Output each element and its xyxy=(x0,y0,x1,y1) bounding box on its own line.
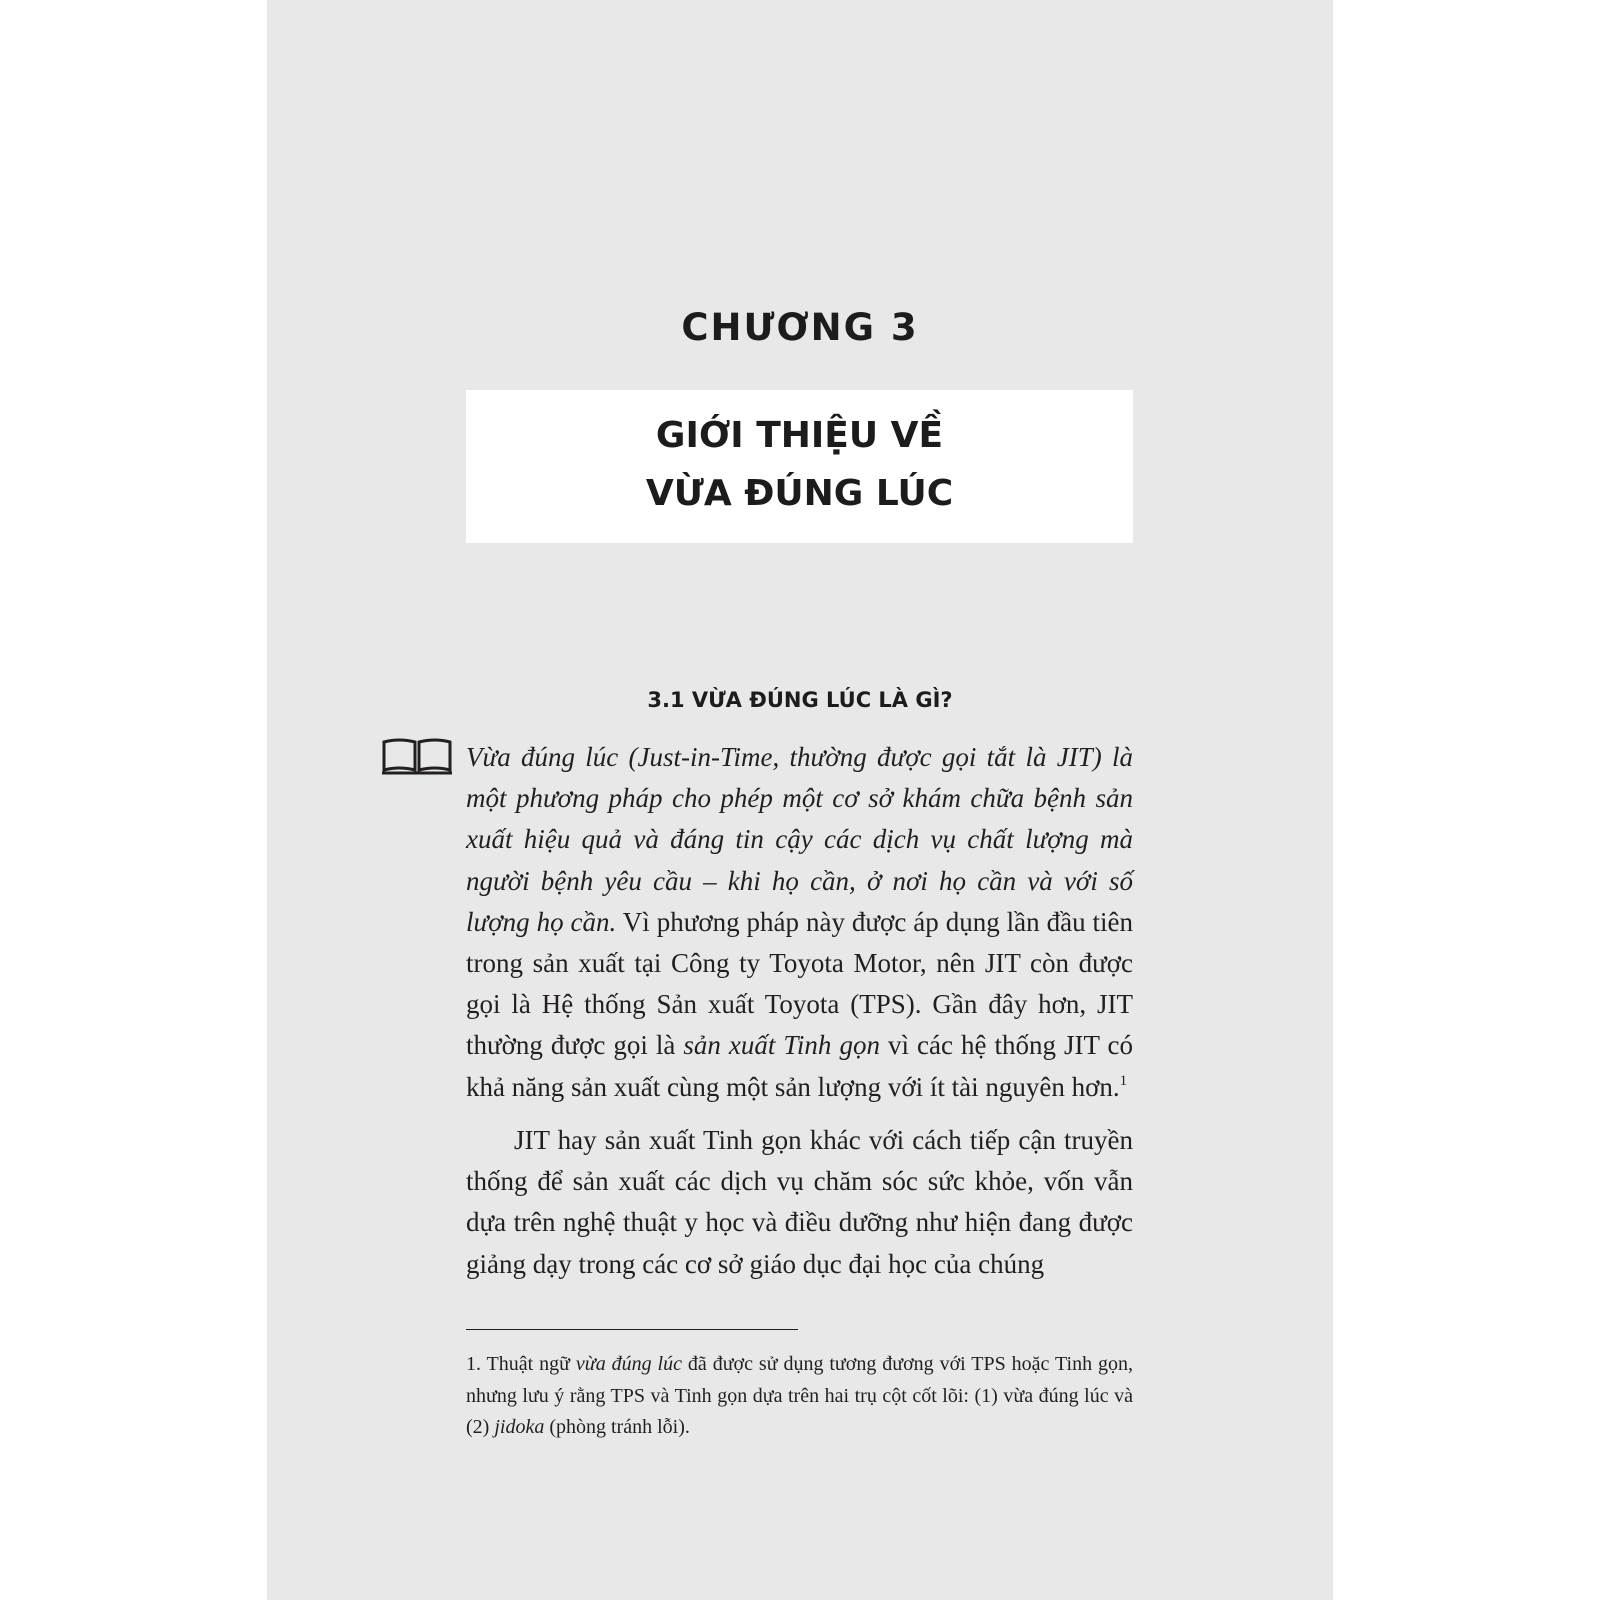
paragraph-definition xyxy=(466,737,1133,1108)
footnote-divider xyxy=(466,1329,798,1330)
open-book-icon xyxy=(381,737,453,775)
footnote-text: đã được sử dụng tương đương với TPS hoặc Tinh gọn, nhưng lưu ý rằng TPS và Tinh gọn dựa trên hai trụ cột cốt lõi: (1) vừa đúng lúc và (2) xyxy=(466,1353,1133,1438)
footnote-text: (phòng tránh lỗi). xyxy=(544,1416,690,1438)
chapter-title-box xyxy=(466,390,1133,543)
term-lean-production: sản xuất Tinh gọn xyxy=(683,1030,880,1061)
section-heading: 3.1 VỪA ĐÚNG LÚC LÀ GÌ? xyxy=(647,688,953,712)
chapter-title-line-1: GIỚI THIỆU VỀ xyxy=(655,415,944,456)
footnote-term: vừa đúng lúc xyxy=(575,1353,682,1375)
chapter-title-line-2: VỪA ĐÚNG LÚC xyxy=(645,473,954,514)
chapter-label: CHƯƠNG 3 xyxy=(681,306,919,349)
footnote-text: Thuật ngữ xyxy=(481,1353,576,1375)
footnote-ref: 1 xyxy=(1119,1072,1128,1089)
footnote-term: jidoka xyxy=(494,1416,545,1438)
definition-italic: Vừa đúng lúc (Just-in-Time, thường được gọi tắt là JIT) là một phương pháp cho phép một cơ sở khám chữa bệnh sản xuất hiệu quả và đáng tin cậy các dịch vụ chất lượng mà người bệnh yêu cầu – khi họ cần, ở nơi họ cần và với số lượng họ cần. xyxy=(466,742,1133,937)
paragraph-text: vì các hệ thống JIT có khả năng sản xuất cùng một sản lượng với ít tài nguyên hơn. xyxy=(466,1030,1133,1102)
paragraph-2: JIT hay sản xuất Tinh gọn khác với cách tiếp cận truyền thống để sản xuất các dịch vụ chăm sóc sức khỏe, vốn vẫn dựa trên nghệ thuật y học và điều dưỡng như hiện đang được giảng dạy trong các cơ sở giáo dục đại học của chúng xyxy=(466,1125,1133,1279)
footnote-number: 1. xyxy=(466,1353,481,1375)
footnote xyxy=(466,1349,1133,1444)
paragraph-text: Vì phương pháp này được áp dụng lần đầu tiên trong sản xuất tại Công ty Toyota Motor, nên JIT còn được gọi là Hệ thống Sản xuất Toyota (TPS). Gần đây hơn, JIT thường được gọi là xyxy=(466,906,1134,1061)
book-page xyxy=(267,0,1333,1600)
